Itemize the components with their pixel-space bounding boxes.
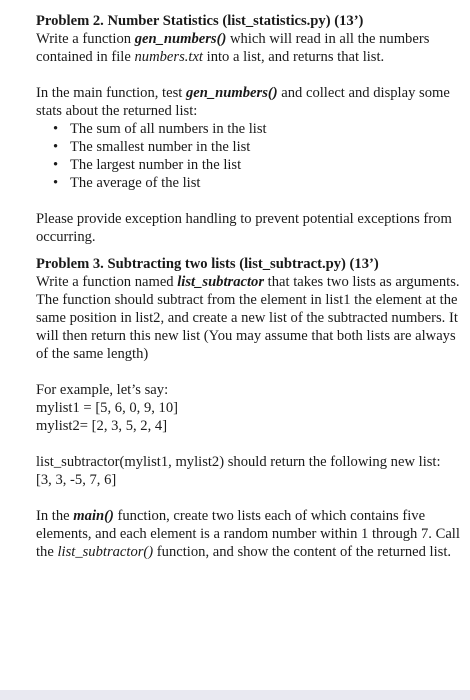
function-name-list-subtractor: list_subtractor() bbox=[57, 544, 154, 560]
spacer bbox=[36, 246, 462, 255]
problem-2-description bbox=[36, 30, 462, 66]
bottom-band bbox=[0, 690, 470, 700]
text-fragment: In the main function, test bbox=[36, 85, 186, 101]
problem-2-file: (list_statistics.py) bbox=[222, 13, 331, 29]
spacer bbox=[36, 489, 462, 507]
spacer bbox=[36, 66, 462, 84]
bullet-icon: • bbox=[53, 139, 59, 155]
problem-2-title: Problem 2. Number Statistics bbox=[36, 13, 219, 29]
text-fragment: function, create two lists each of which contains five elements, and each element is a random number within 1 through 7. Call the bbox=[36, 508, 460, 560]
problem-3-main-instructions bbox=[36, 507, 462, 561]
function-name-list-subtractor: list_subtractor bbox=[177, 274, 265, 290]
spacer bbox=[36, 192, 462, 210]
problem-3-description bbox=[36, 273, 462, 363]
bullet-text: The smallest number in the list bbox=[70, 139, 251, 155]
example-call: list_subtractor(mylist1, mylist2) should return the following new list: bbox=[36, 454, 441, 470]
spacer bbox=[36, 363, 462, 381]
bullet-icon: • bbox=[53, 121, 59, 137]
example-intro: For example, let’s say: bbox=[36, 382, 169, 398]
spacer bbox=[36, 435, 462, 453]
text-fragment: and collect and display some stats about the returned list: bbox=[36, 85, 450, 119]
text-fragment: Write a function bbox=[36, 31, 135, 47]
text-fragment: Write a function named bbox=[36, 274, 178, 290]
bullet-icon: • bbox=[53, 157, 59, 173]
function-name-main: main() bbox=[73, 508, 114, 524]
problem-3-heading bbox=[36, 255, 462, 273]
text-fragment: function, and show the content of the returned list. bbox=[153, 544, 452, 560]
bullet-text: The largest number in the list bbox=[70, 157, 242, 173]
example-mylist2: mylist2= [2, 3, 5, 2, 4] bbox=[36, 418, 168, 434]
problem-2-points: (13’) bbox=[334, 13, 364, 29]
problem-3-file: (list_subtract.py) bbox=[239, 256, 346, 272]
function-name-gen-numbers: gen_numbers() bbox=[185, 85, 278, 101]
function-name-gen-numbers: gen_numbers() bbox=[134, 31, 227, 47]
stats-bullet-list bbox=[36, 120, 462, 192]
bullet-item bbox=[36, 156, 462, 174]
problem-3-title: Problem 3. Subtracting two lists bbox=[36, 256, 236, 272]
exception-note: Please provide exception handling to prevent potential exceptions from occurring. bbox=[36, 211, 452, 245]
example-result: [3, 3, -5, 7, 6] bbox=[36, 472, 117, 488]
bullet-icon: • bbox=[53, 175, 59, 191]
bullet-item bbox=[36, 120, 462, 138]
problem-3-points: (13’) bbox=[349, 256, 379, 272]
file-name-numbers-txt: numbers.txt bbox=[134, 49, 203, 65]
text-fragment: that takes two lists as arguments. The function should subtract from the element in list1 the element at the same position in list2, and create a new list of the subtracted numbers. It will then return this new list (You may assume that both lists are always of the same length) bbox=[36, 274, 460, 362]
document-page bbox=[36, 12, 462, 561]
example-mylist1: mylist1 = [5, 6, 0, 9, 10] bbox=[36, 400, 179, 416]
problem-2-main-instructions bbox=[36, 84, 462, 120]
text-fragment: In the bbox=[36, 508, 74, 524]
bullet-text: The average of the list bbox=[70, 175, 201, 191]
bullet-item bbox=[36, 174, 462, 192]
bullet-text: The sum of all numbers in the list bbox=[70, 121, 267, 137]
problem-2-heading bbox=[36, 12, 462, 30]
text-fragment: which will read in all the numbers contained in file bbox=[36, 31, 430, 65]
bullet-item bbox=[36, 138, 462, 156]
text-fragment: into a list, and returns that list. bbox=[203, 49, 385, 65]
